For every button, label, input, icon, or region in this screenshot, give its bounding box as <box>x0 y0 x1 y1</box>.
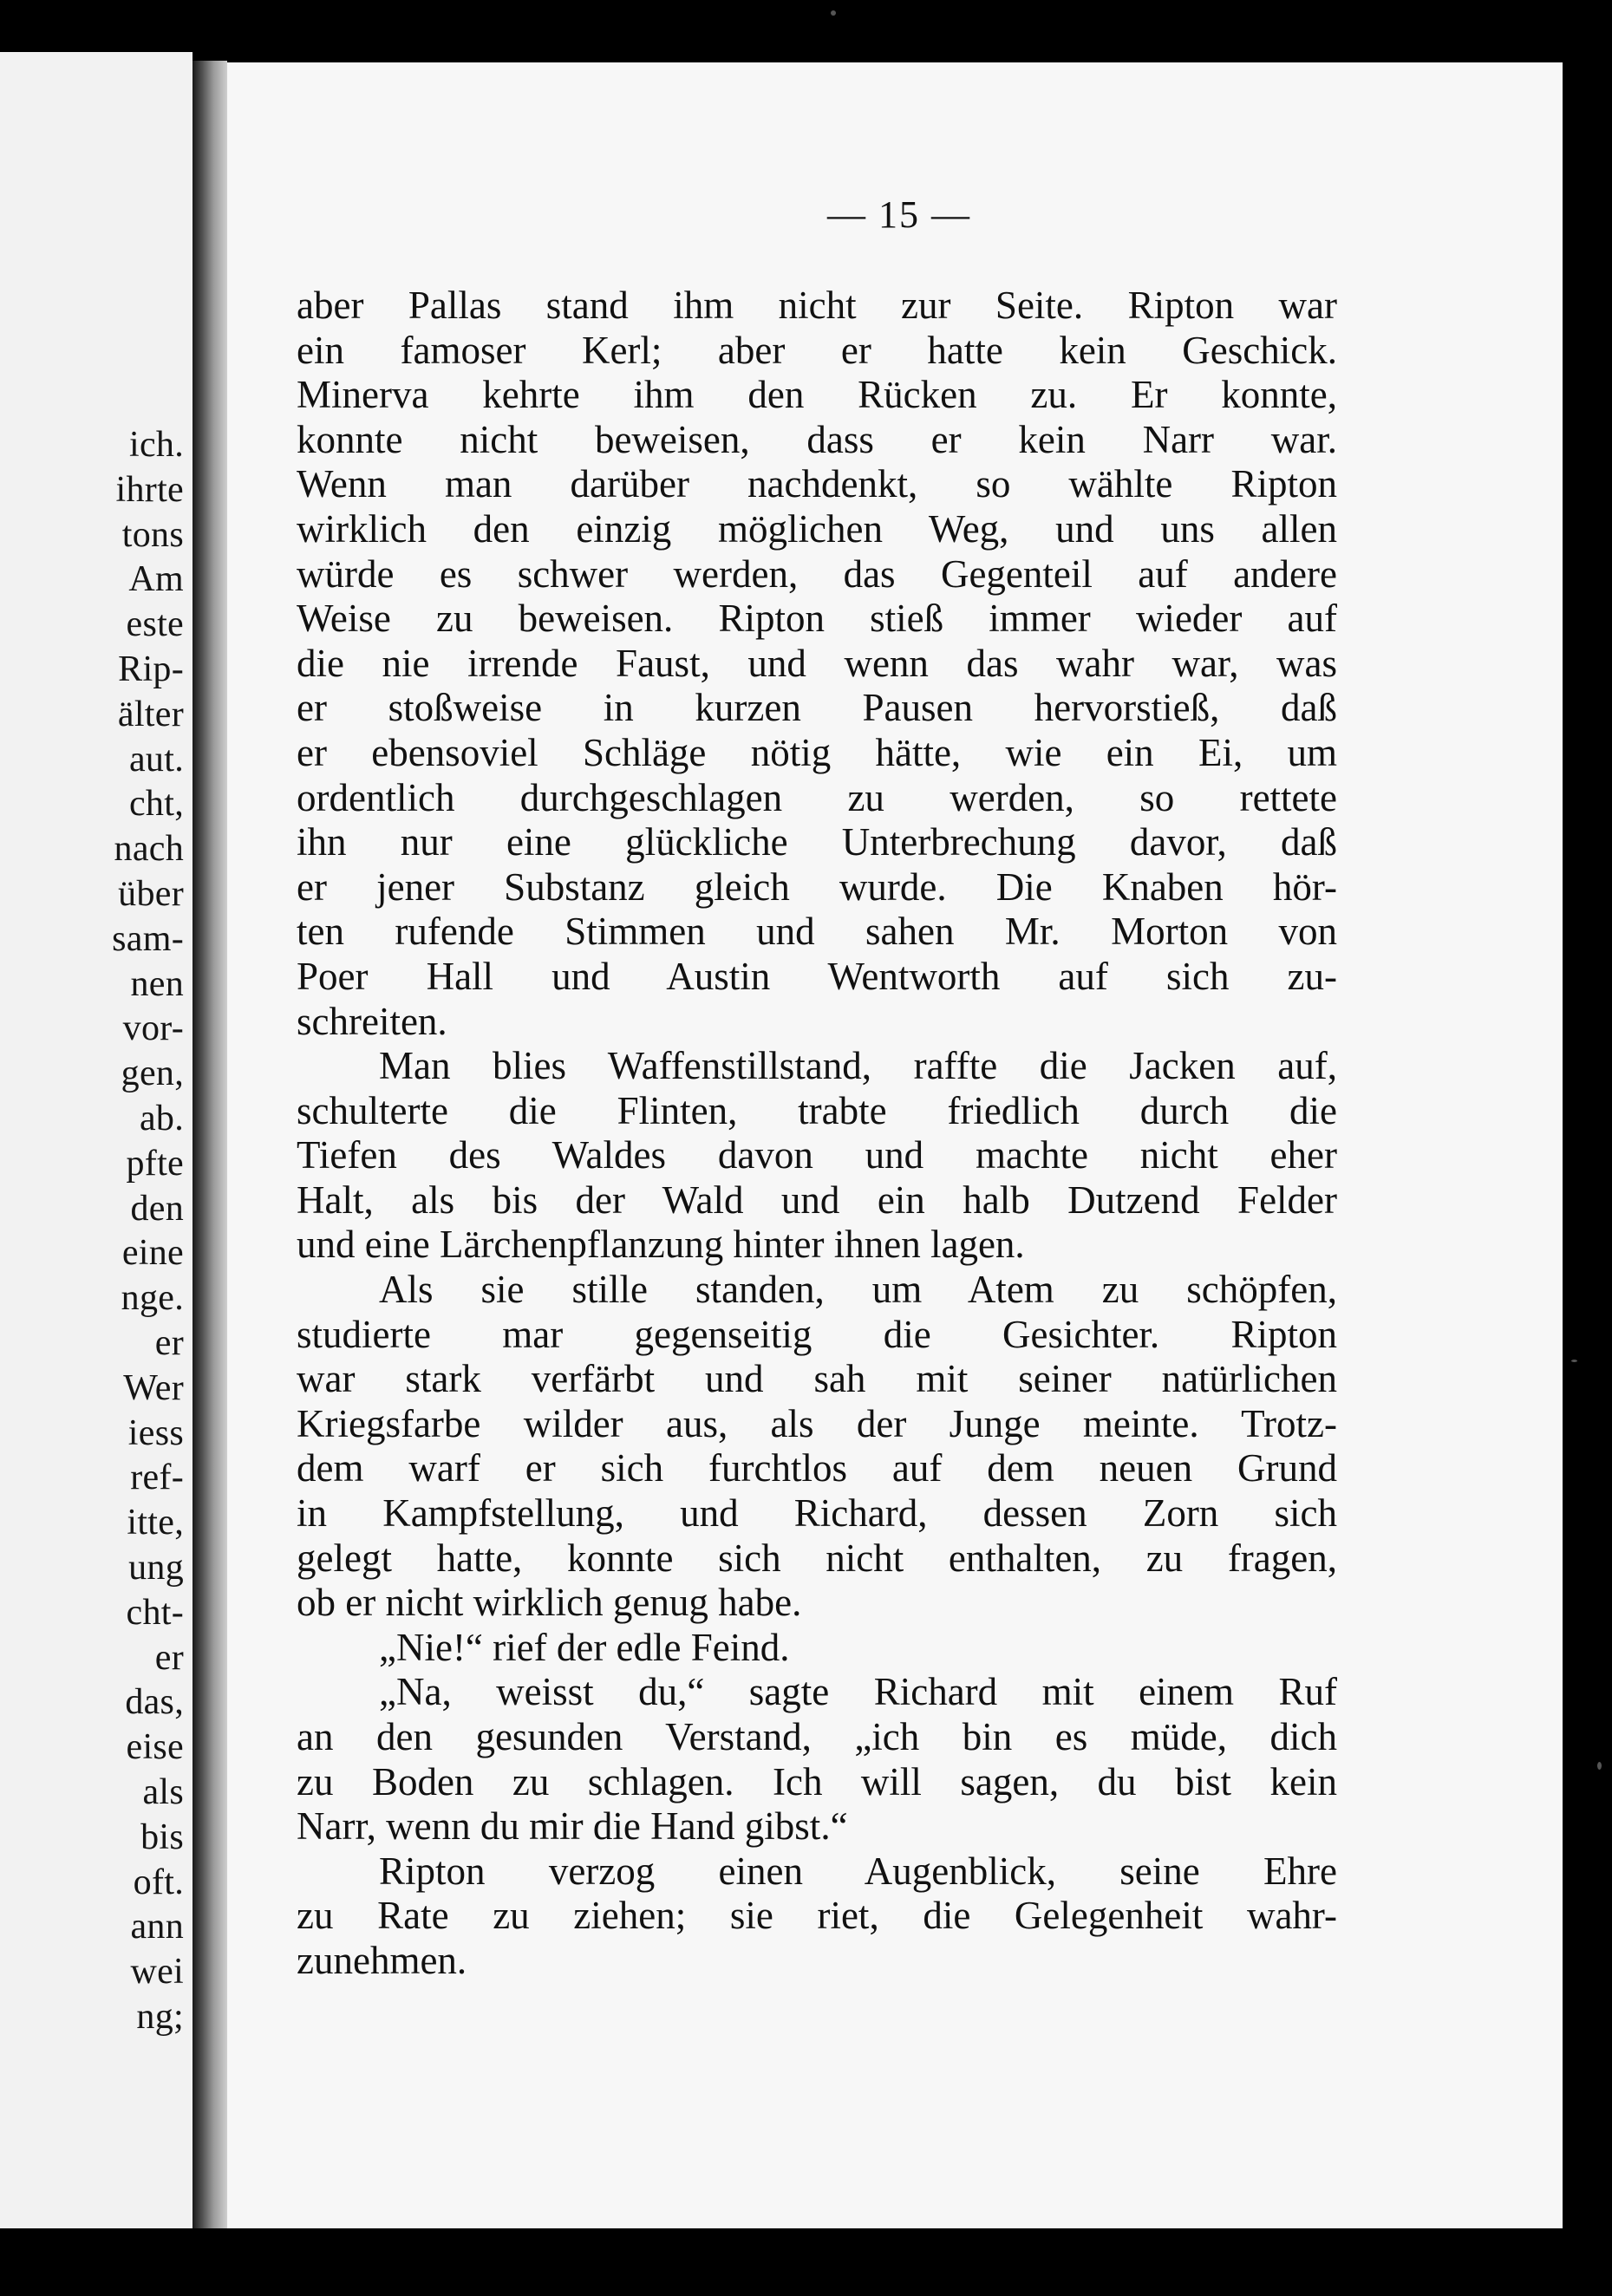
text-line: ten rufende Stimmen und sahen Mr. Morton von <box>297 910 1337 954</box>
left-fragment-line: itte, <box>127 1503 184 1543</box>
left-fragment-line: cht, <box>128 784 184 825</box>
left-fragment-line: ich. <box>128 425 184 465</box>
text-line: zu Boden zu schlagen. Ich will sagen, du bist kein <box>297 1759 1337 1804</box>
text-line: Als sie stille standen, um Atem zu schöpfen, <box>379 1268 1337 1312</box>
page-number: — 15 — <box>827 193 971 236</box>
left-fragment-line: ref- <box>130 1458 184 1498</box>
left-fragment-line: älter <box>117 694 184 734</box>
text-line: schulterte die Flinten, trabte friedlich durch die <box>297 1088 1337 1132</box>
text-line: ihn nur eine glückliche Unterbrechung davor, daß <box>297 820 1337 864</box>
text-line: aber Pallas stand ihm nicht zur Seite. Ripton war <box>297 284 1337 327</box>
text-line: Narr, wenn du mir die Hand gibst.“ <box>297 1804 848 1849</box>
left-fragment-line: über <box>118 873 184 914</box>
book-gutter <box>193 61 227 2228</box>
left-fragment-line: nen <box>130 963 184 1004</box>
text-line: gelegt hatte, konnte sich nicht enthalten, zu fragen, <box>297 1536 1337 1580</box>
left-fragment-line: sam- <box>112 918 184 959</box>
left-fragment-line: nach <box>114 829 184 870</box>
left-fragment-line: wei <box>130 1952 184 1993</box>
text-line: „Na, weisst du,“ sagte Richard mit einem Ruf <box>379 1670 1337 1714</box>
dust-speck <box>1597 1762 1602 1770</box>
left-fragment-line: eine <box>121 1233 184 1274</box>
text-line: ein famoser Kerl; aber er hatte kein Geschick. <box>297 328 1337 372</box>
text-line: Halt, als bis der Wald und ein halb Dutzend Felder <box>297 1177 1337 1222</box>
body-text <box>297 284 1337 1984</box>
left-fragment-line: pfte <box>126 1143 184 1184</box>
left-fragment-line: Wer <box>123 1367 184 1408</box>
text-line: Minerva kehrte ihm den Rücken zu. Er konnte, <box>297 373 1337 417</box>
text-line: an den gesunden Verstand, „ich bin es müde, dich <box>297 1715 1337 1758</box>
text-line: schreiten. <box>297 999 447 1043</box>
left-fragment-line: oft. <box>133 1862 184 1902</box>
text-line: konnte nicht beweisen, dass er kein Narr war. <box>297 417 1337 461</box>
text-line: ob er nicht wirklich genug habe. <box>297 1581 802 1625</box>
text-line: Poer Hall und Austin Wentworth auf sich zu- <box>297 954 1337 998</box>
left-fragment-line: er <box>154 1322 184 1363</box>
left-fragment-line: ann <box>130 1907 184 1947</box>
left-fragment-line: iess <box>127 1412 184 1453</box>
left-fragment-line: den <box>130 1188 184 1229</box>
left-fragment-line: bis <box>140 1817 184 1857</box>
left-fragment-line: er <box>154 1637 184 1678</box>
left-fragment-line: este <box>126 604 184 645</box>
left-fragment-line: ihrte <box>115 469 184 510</box>
text-line: und eine Lärchenpflanzung hinter ihnen lagen. <box>297 1223 1025 1267</box>
dust-speck <box>1571 1360 1577 1362</box>
right-page <box>227 62 1563 2228</box>
text-line: Kriegsfarbe wilder aus, als der Junge meinte. Trotz- <box>297 1401 1337 1445</box>
text-line: er jener Substanz gleich wurde. Die Knaben hör- <box>297 864 1337 909</box>
left-page-text <box>0 423 184 2040</box>
left-page-fragment <box>0 52 193 2228</box>
left-fragment-line: das, <box>125 1682 184 1723</box>
left-fragment-line: tons <box>121 514 184 555</box>
text-line: wirklich den einzig möglichen Weg, und uns allen <box>297 506 1337 551</box>
text-line: Man blies Waffenstillstand, raffte die Jacken auf, <box>379 1044 1337 1088</box>
text-line: dem warf er sich furchtlos auf dem neuen Grund <box>297 1446 1337 1490</box>
text-line: Wenn man darüber nachdenkt, so wählte Ripton <box>297 462 1337 506</box>
text-line: Weise zu beweisen. Ripton stieß immer wieder auf <box>297 597 1337 641</box>
left-fragment-line: nge. <box>121 1278 184 1319</box>
text-line: war stark verfärbt und sah mit seiner natürlichen <box>297 1357 1337 1401</box>
left-fragment-line: ung <box>128 1547 184 1588</box>
text-line: Ripton verzog einen Augenblick, seine Ehre <box>379 1849 1337 1893</box>
text-line: die nie irrende Faust, und wenn das wahr war, was <box>297 641 1337 685</box>
left-fragment-line: ng; <box>136 1996 184 2037</box>
text-line: zunehmen. <box>297 1938 467 1982</box>
text-line: Tiefen des Waldes davon und machte nicht eher <box>297 1133 1337 1177</box>
text-line: er stoßweise in kurzen Pausen hervorstieß, daß <box>297 686 1337 730</box>
text-line: studierte mar gegenseitig die Gesichter. Ripton <box>297 1312 1337 1356</box>
dust-speck <box>831 10 836 16</box>
left-fragment-line: vor- <box>122 1008 184 1049</box>
left-fragment-line: eise <box>126 1727 184 1768</box>
text-line: zu Rate zu ziehen; sie riet, die Gelegenheit wahr- <box>297 1894 1337 1938</box>
text-line: „Nie!“ rief der edle Feind. <box>379 1625 790 1669</box>
left-fragment-line: aut. <box>128 739 184 779</box>
left-fragment-line: cht- <box>126 1592 184 1633</box>
left-fragment-line: Am <box>128 559 184 600</box>
text-line: würde es schwer werden, das Gegenteil auf andere <box>297 551 1337 596</box>
left-fragment-line: ab. <box>139 1098 184 1138</box>
text-line: in Kampfstellung, und Richard, dessen Zorn sich <box>297 1491 1337 1536</box>
left-fragment-line: gen, <box>121 1053 184 1094</box>
left-fragment-line: Rip- <box>118 649 184 689</box>
left-fragment-line: als <box>142 1771 184 1812</box>
text-line: er ebensoviel Schläge nötig hätte, wie ein Ei, um <box>297 730 1337 774</box>
text-line: ordentlich durchgeschlagen zu werden, so rettete <box>297 775 1337 819</box>
